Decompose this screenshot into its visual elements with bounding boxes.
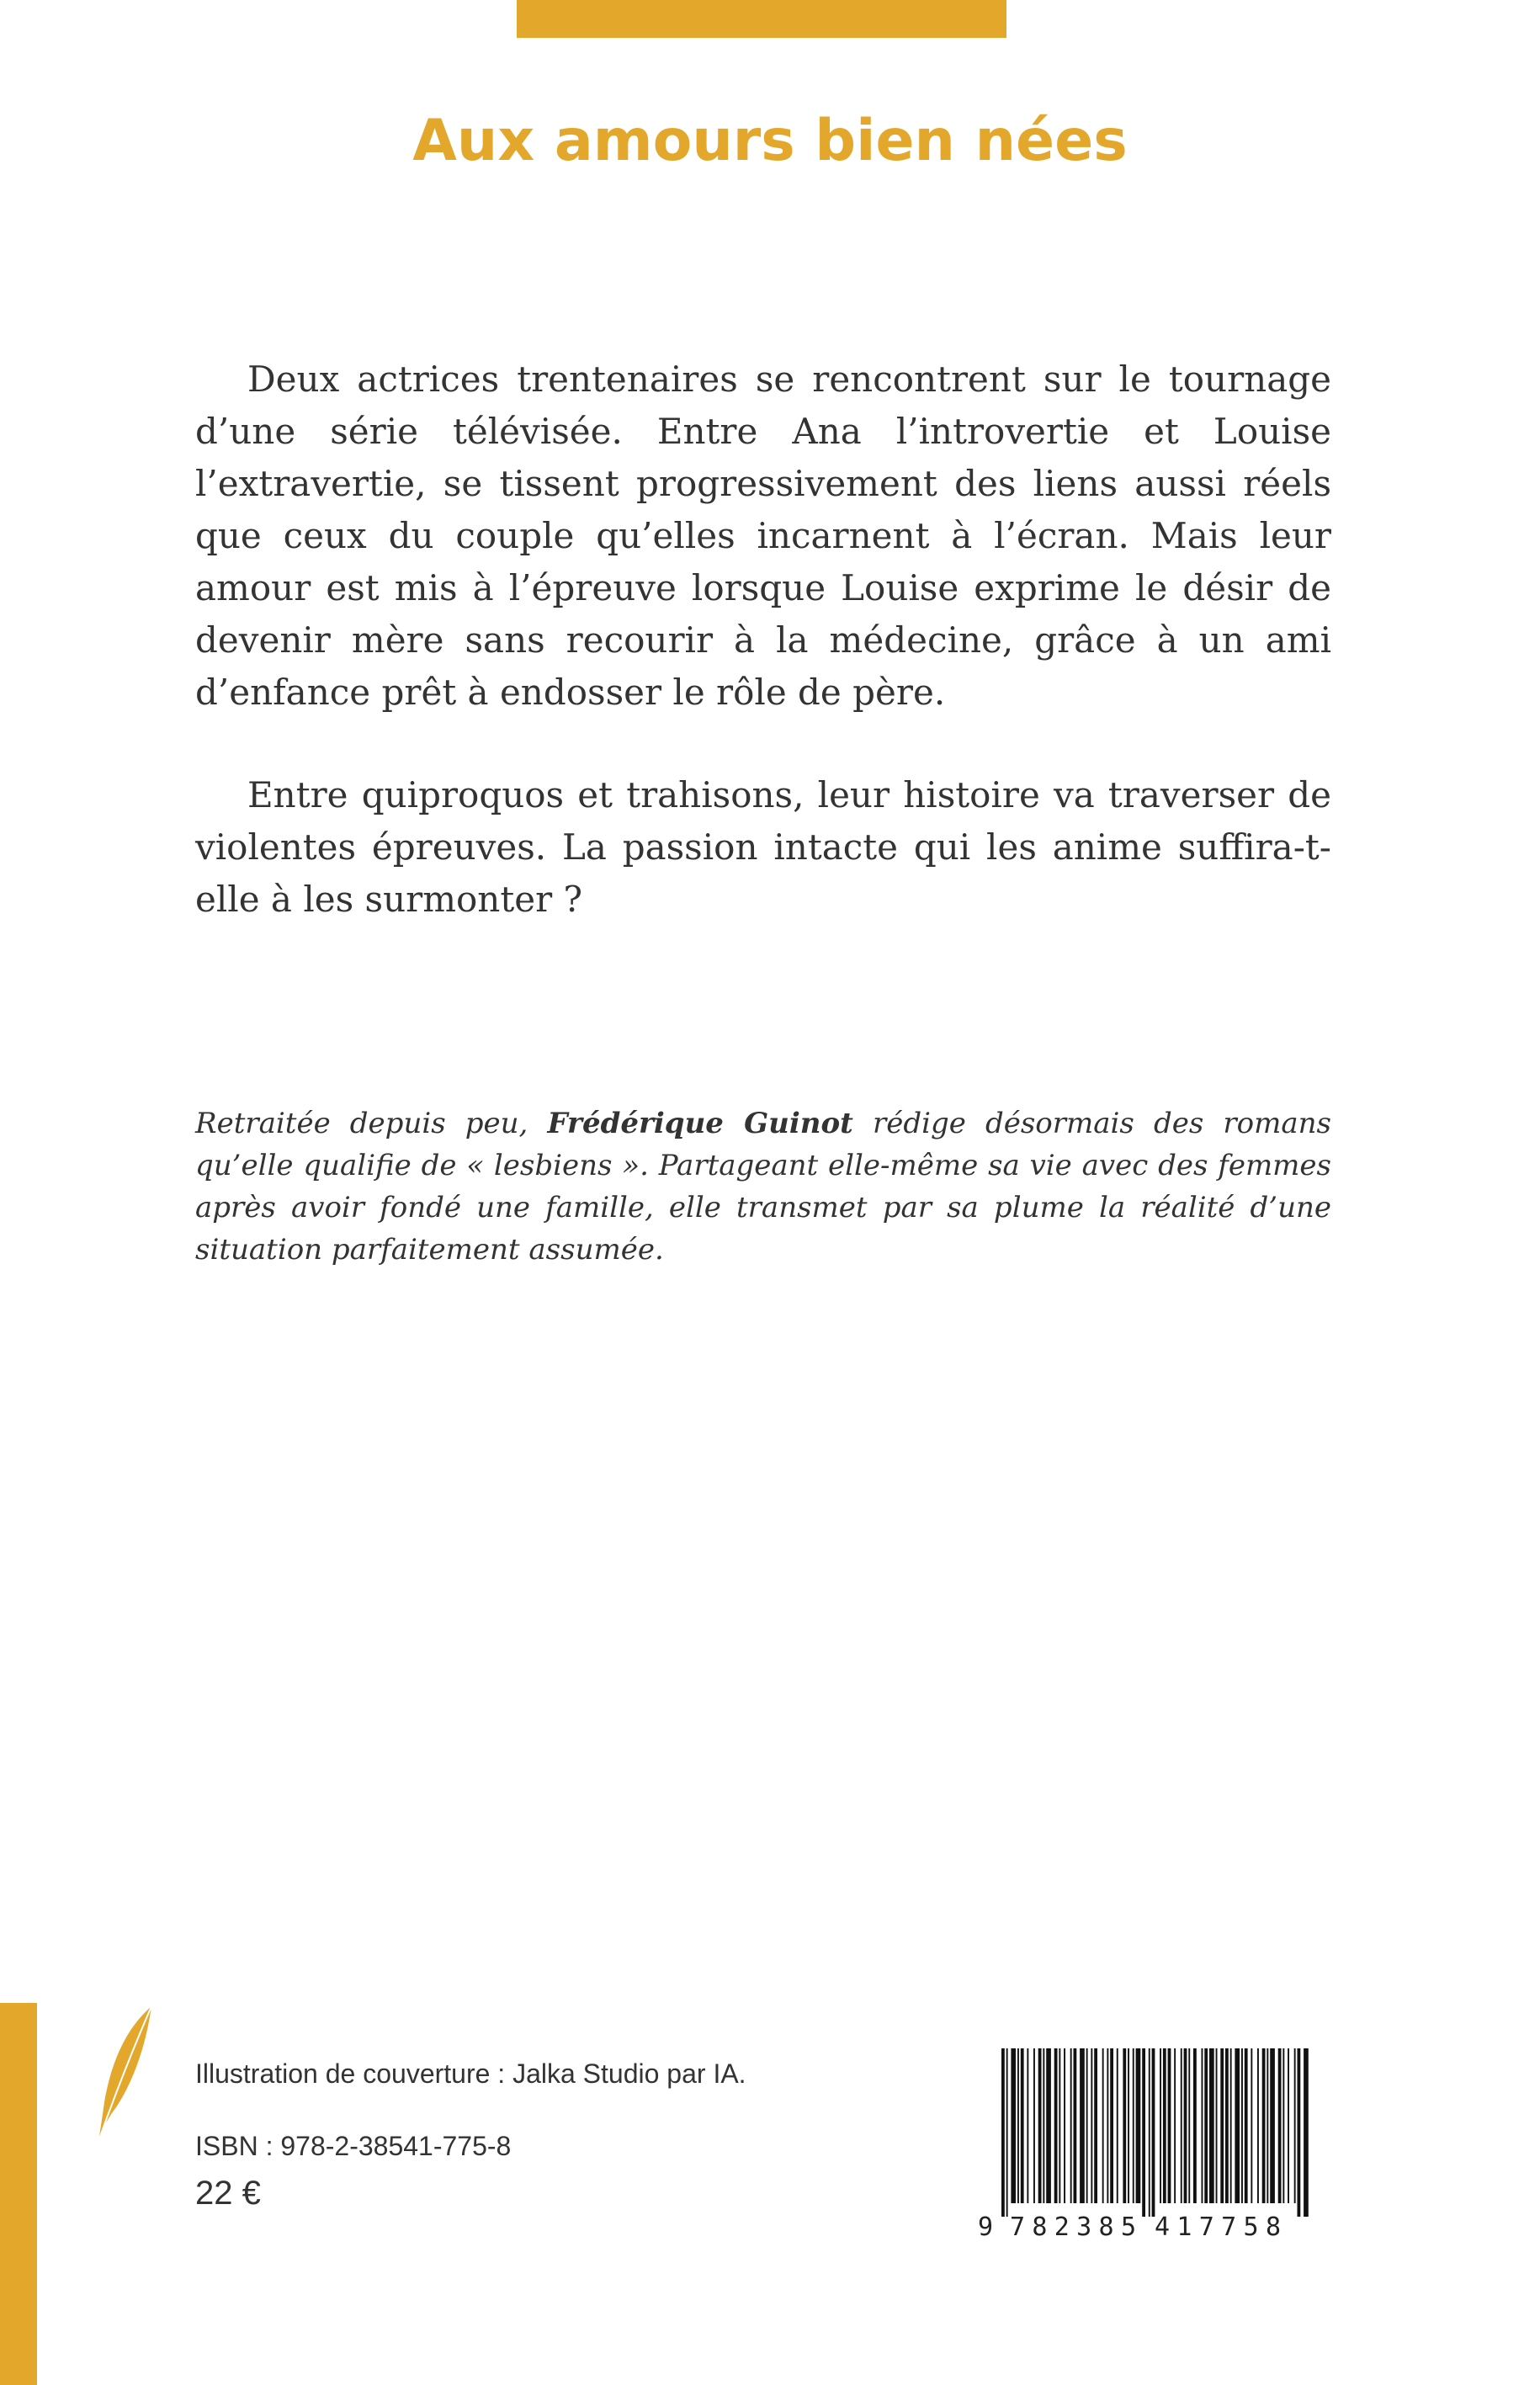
barcode-bar [1245,2048,1248,2203]
barcode-bar [1267,2048,1268,2203]
barcode-bar [1160,2048,1161,2203]
barcode-bar [1033,2048,1035,2203]
side-accent-bar [0,2003,37,2385]
summary-paragraph-2: Entre quiproquos et trahisons, leur histoire va traverser de violentes épreuves. La passion intacte qui les anime suffira-t-elle à les surmonter ? [195,774,1331,920]
barcode-bar [1257,2048,1259,2203]
barcode-bar [1021,2048,1024,2203]
barcode-bar [1102,2048,1104,2203]
author-name: Frédérique Guinot [547,1107,853,1140]
barcode-bar [1123,2048,1126,2203]
barcode-right-digits: 417758 [1155,2212,1281,2242]
barcode-bar [1294,2048,1296,2203]
barcode-bar [1064,2048,1065,2203]
barcode [976,2048,1313,2242]
barcode-bar [1174,2048,1176,2203]
barcode-bar [1070,2048,1072,2203]
isbn: ISBN : 978-2-38541-775-8 [195,2131,512,2161]
barcode-bar [1133,2048,1134,2203]
bio-rest: rédige désormais des romans qu’elle qualifie de « lesbiens ». Partageant elle-même sa vie avec des femmes après avoir fondé une famille, elle transmet par sa plume la réalité d’une situation parfaitement assumée. [195,1107,1331,1267]
barcode-bar [1043,2048,1044,2203]
barcode-bar [1204,2048,1208,2203]
author-bio [195,1102,1331,1271]
barcode-bar [1094,2048,1097,2203]
barcode-bar [1209,2048,1214,2203]
barcode-bar [1117,2048,1118,2203]
barcode-bar [1220,2048,1224,2203]
barcode-bar [1091,2048,1092,2203]
barcode-first-digit: 9 [978,2212,994,2242]
barcode-bar [1288,2048,1289,2203]
summary-paragraph-1: Deux actrices trentenaires se rencontrent sur le tournage d’une série télévisée. Entre Ana l’introvertie et Louise l’extravertie, se tissent progressivement des liens aussi réels que ceux du couple qu’elles incarnent à l’écran. Mais leur amour est mis à l’épreuve lorsque Louise exprime le désir de devenir mère sans recourir à la médecine, grâce à un ami d’enfance prêt à endosser le rôle de père. [195,359,1331,713]
barcode-bars [1001,2048,1309,2217]
barcode-bar [1216,2048,1218,2203]
barcode-bar [1074,2048,1077,2203]
barcode-bar [1001,2048,1005,2217]
barcode-bar [1225,2048,1229,2203]
barcode-bar [1230,2048,1232,2203]
barcode-bar [1168,2048,1171,2203]
barcode-left-digits: 782385 [1010,2212,1136,2242]
barcode-bar [1181,2048,1182,2203]
barcode-bar [1054,2048,1058,2203]
barcode-bar [1107,2048,1108,2203]
top-accent-bar [517,0,1006,38]
summary [195,353,1331,976]
feather-logo-icon [93,2003,160,2138]
barcode-bar [1202,2048,1203,2203]
barcode-bar [1142,2048,1145,2217]
barcode-bar [1298,2048,1301,2217]
barcode-bar [1235,2048,1240,2203]
barcode-bar [1017,2048,1019,2203]
barcode-bar [1163,2048,1166,2203]
barcode-bar [1086,2048,1088,2203]
barcode-bar [1038,2048,1042,2203]
barcode-bar [1241,2048,1243,2203]
barcode-bar [1006,2048,1008,2217]
barcode-bar [1110,2048,1113,2203]
barcode-bar [1046,2048,1051,2203]
barcode-bar [1136,2048,1141,2203]
barcode-bar [1059,2048,1060,2203]
barcode-bar [1184,2048,1187,2203]
barcode-bar [1149,2048,1150,2217]
cover-credit: Illustration de couverture : Jalka Studio par IA. [195,2058,746,2089]
barcode-bar [1011,2048,1016,2203]
price: 22 € [195,2175,261,2212]
barcode-bar [1128,2048,1129,2203]
barcode-bar [1188,2048,1190,2203]
book-title: Aux amours bien nées [412,108,1128,174]
barcode-bar [1080,2048,1085,2203]
barcode-bar [1262,2048,1266,2203]
bio-intro: Retraitée depuis peu, [195,1107,548,1140]
barcode-bar [1270,2048,1275,2203]
barcode-bar [1304,2048,1309,2217]
barcode-bar [1278,2048,1282,2203]
barcode-bar [1193,2048,1197,2203]
barcode-bar [1282,2048,1284,2203]
barcode-bar [1027,2048,1028,2203]
barcode-bar [1251,2048,1252,2203]
barcode-bar [1152,2048,1155,2217]
